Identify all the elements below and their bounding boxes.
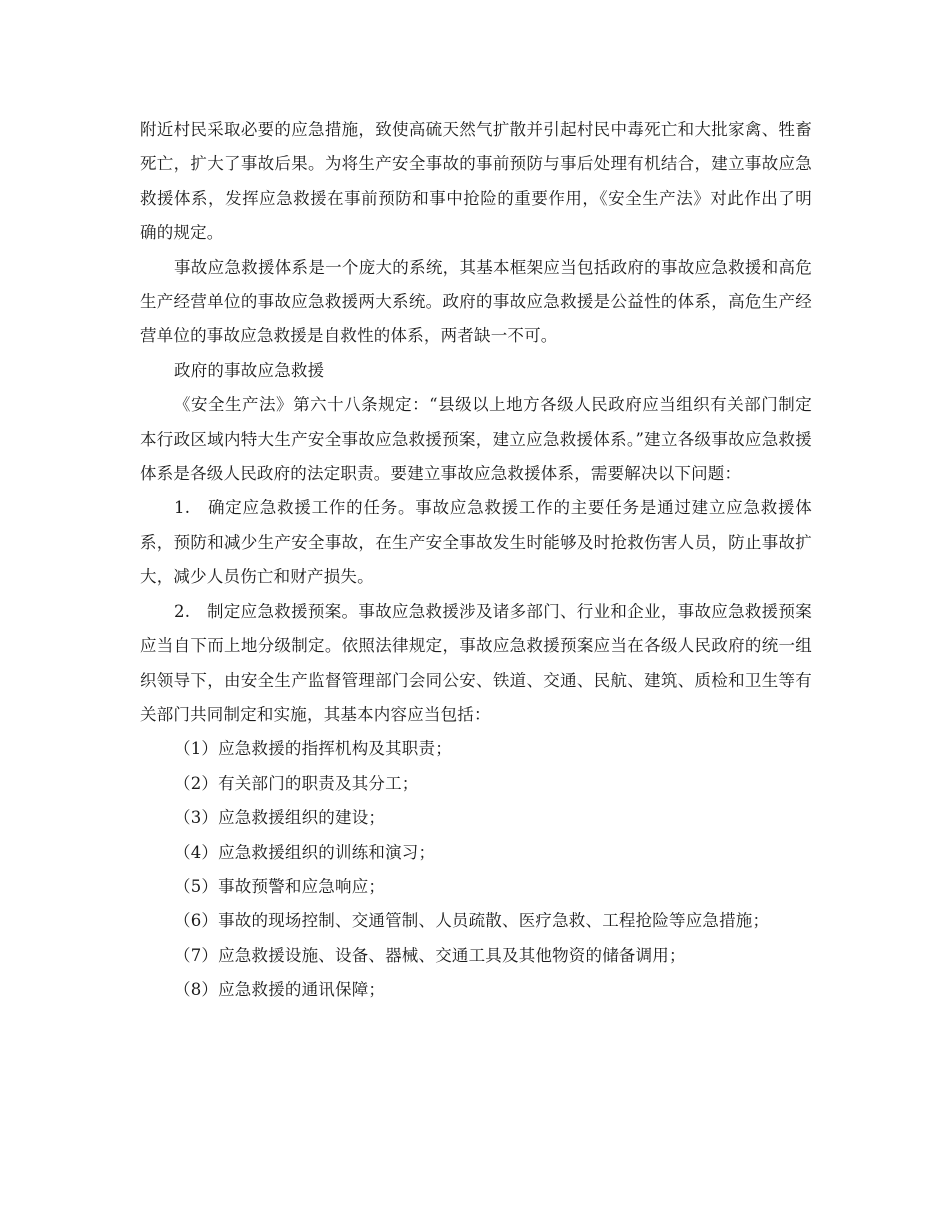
list-item-6: （6）事故的现场控制、交通管制、人员疏散、医疗急救、工程抢险等应急措施； (174, 911, 770, 931)
list-item-8: （8）应急救援的通讯保障； (174, 980, 386, 1000)
list-item-7: （7）应急救援设施、设备、器械、交通工具及其他物资的储备调用； (174, 945, 686, 965)
list-item-2: （2）有关部门的职责及其分工； (174, 773, 419, 793)
list-item-4: （4）应急救援组织的训练和演习； (174, 842, 436, 862)
section-heading: 政府的事故应急救援 (174, 360, 325, 380)
list-item-1: （1）应急救援的指挥机构及其职责； (174, 739, 452, 759)
list-item-5: （5）事故预警和应急响应； (174, 876, 386, 896)
paragraph-continuation: 附近村民采取必要的应急措施，致使高硫天然气扩散并引起村民中毒死亡和大批家禽、牲畜死亡，扩大了事故后果。为将生产安全事故的事前预防与事后处理有机结合，建立事故应急救援体系，发挥应急救援在事前预防和事中抢险的重要作用，《安全生产法》对此作出了明确的规定。 (140, 120, 812, 243)
paragraph-system-framework: 事故应急救援体系是一个庞大的系统，其基本框架应当包括政府的事故应急救援和高危生产经营单位的事故应急救援两大系统。政府的事故应急救援是公益性的体系，高危生产经营单位的事故应急救援是自救性的体系，两者缺一不可。 (140, 257, 812, 346)
list-item-3: （3）应急救援组织的建设； (174, 808, 386, 828)
paragraph-law-article: 《安全生产法》第六十八条规定：“县级以上地方各级人民政府应当组织有关部门制定本行政区域内特大生产安全事故应急救援预案，建立应急救援体系。”建立各级事故应急救援体系是各级人民政府的法定职责。要建立事故应急救援体系，需要解决以下问题： (140, 395, 812, 484)
numbered-item-2: 2. 制定应急救援预案。事故应急救援涉及诸多部门、行业和企业，事故应急救援预案应当自下而上地分级制定。依照法律规定，事故应急救援预案应当在各级人民政府的统一组织领导下，由安全生产监督管理部门会同公安、铁道、交通、民航、建筑、质检和卫生等有关部门共同制定和实施，其基本内容应当包括： (140, 601, 812, 724)
numbered-item-1: 1. 确定应急救援工作的任务。事故应急救援工作的主要任务是通过建立应急救援体系，预防和减少生产安全事故，在生产安全事故发生时能够及时抢救伤害人员，防止事故扩大，减少人员伤亡和财产损失。 (140, 498, 812, 587)
document-body (140, 113, 812, 1008)
